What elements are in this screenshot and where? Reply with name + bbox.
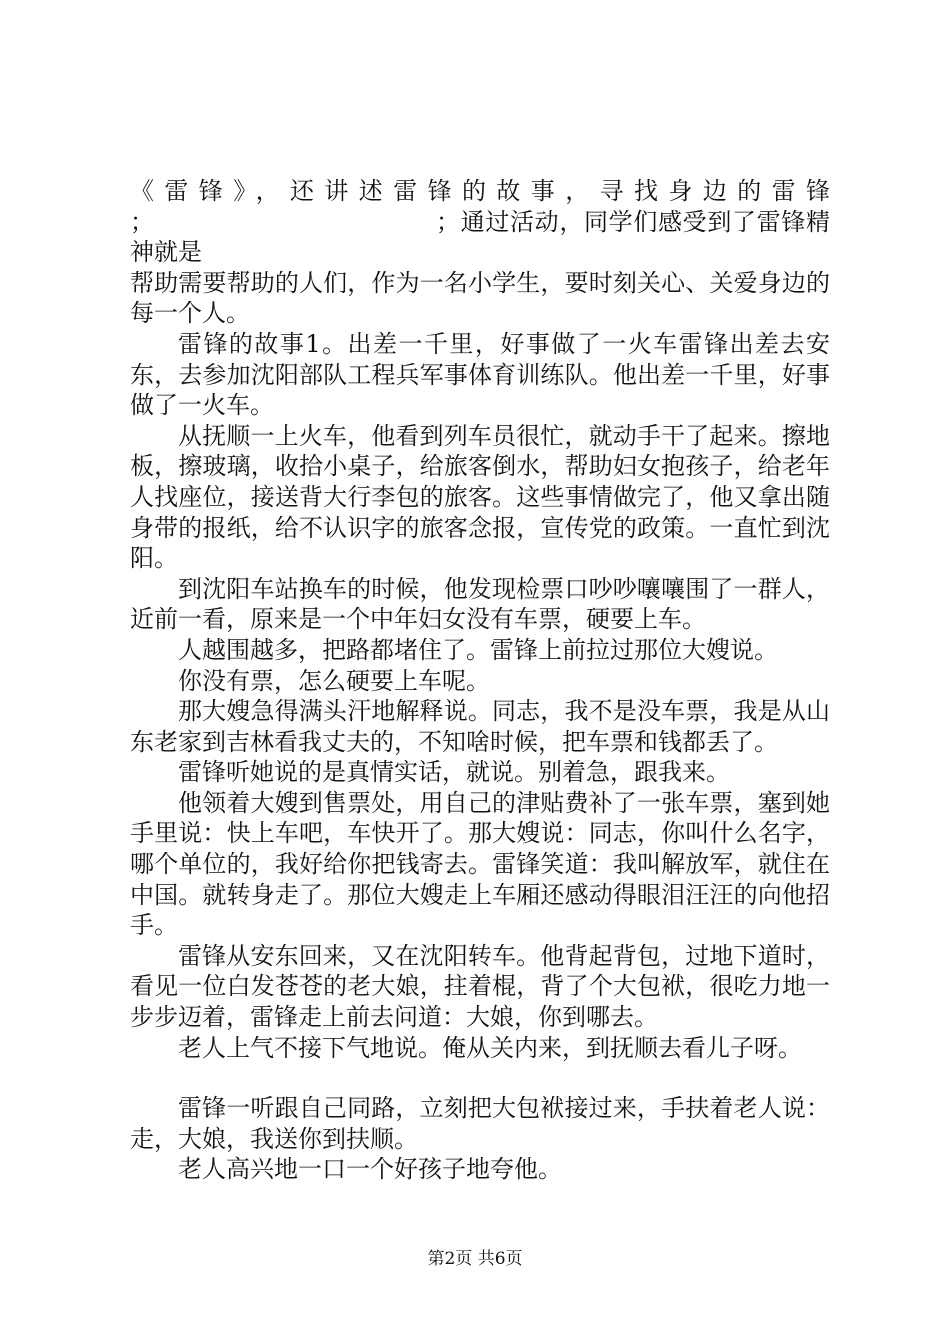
paragraph-1-semicolon: ； <box>130 207 154 236</box>
paragraph-8: 雷锋听她说的是真情实话，就说。别着急，跟我来。 <box>178 758 730 787</box>
paragraph-12: 雷锋一听跟自己同路，立刻把大包袱接过来，手扶着老人说：走，大娘，我送你到扶顺。 <box>130 1094 830 1153</box>
document-body <box>130 176 830 1185</box>
paragraph-7: 那大嫂急得满头汗地解释说。同志，我不是没车票，我是从山东老家到吉林看我丈夫的，不知啥时候，把车票和钱都丢了。 <box>130 697 830 756</box>
paragraph-2: 雷锋的故事1。出差一千里，好事做了一火车雷锋出差去安东，去参加沈阳部队工程兵军事体育训练队。他出差一千里，好事做了一火车。 <box>130 329 830 420</box>
paragraph-5: 人越围越多，把路都堵住了。雷锋上前拉过那位大嫂说。 <box>178 635 778 664</box>
paragraph-6: 你没有票，怎么硬要上车呢。 <box>178 666 490 695</box>
paragraph-9: 他领着大嫂到售票处，用自己的津贴费补了一张车票，塞到她手里说：快上车吧，车快开了。那大嫂说：同志，你叫什么名字，哪个单位的，我好给你把钱寄去。雷锋笑道：我叫解放军，就住在中国。就转身走了。那位大嫂走上车厢还感动得眼泪汪汪的向他招手。 <box>130 788 830 940</box>
paragraph-3: 从抚顺一上火车，他看到列车员很忙，就动手干了起来。擦地板，擦玻璃，收拾小桌子，给旅客倒水，帮助妇女抱孩子，给老年人找座位，接送背大行李包的旅客。这些事情做完了，他又拿出随身带的报纸，给不认识字的旅客念报，宣传党的政策。一直忙到沈阳。 <box>130 421 830 573</box>
paragraph-1-line-1: 《雷锋》，还讲述雷锋的故事，寻找身边的雷锋 <box>130 177 830 205</box>
paragraph-1-line-2: ；通过活动，同学们感受到了雷锋精神就是 <box>130 207 830 267</box>
paragraph-1-rest: 帮助需要帮助的人们，作为一名小学生，要时刻关心、关爱身边的每一个人。 <box>130 268 830 328</box>
paragraph-1 <box>130 176 830 329</box>
paragraph-10: 雷锋从安东回来，又在沈阳转车。他背起背包，过地下道时，看见一位白发苍苍的老大娘，拄着棍，背了个大包袱，很吃力地一步步迈着，雷锋走上前去问道：大娘，你到哪去。 <box>130 941 830 1032</box>
paragraph-13: 老人高兴地一口一个好孩子地夸他。 <box>178 1155 562 1184</box>
page-footer: 第2页 共6页 <box>427 1249 523 1269</box>
paragraph-gap <box>130 1063 830 1093</box>
paragraph-11: 老人上气不接下气地说。俺从关内来，到抚顺去看儿子呀。 <box>178 1033 802 1062</box>
paragraph-4: 到沈阳车站换车的时候，他发现检票口吵吵嚷嚷围了一群人，近前一看，原来是一个中年妇女没有车票，硬要上车。 <box>130 574 830 634</box>
